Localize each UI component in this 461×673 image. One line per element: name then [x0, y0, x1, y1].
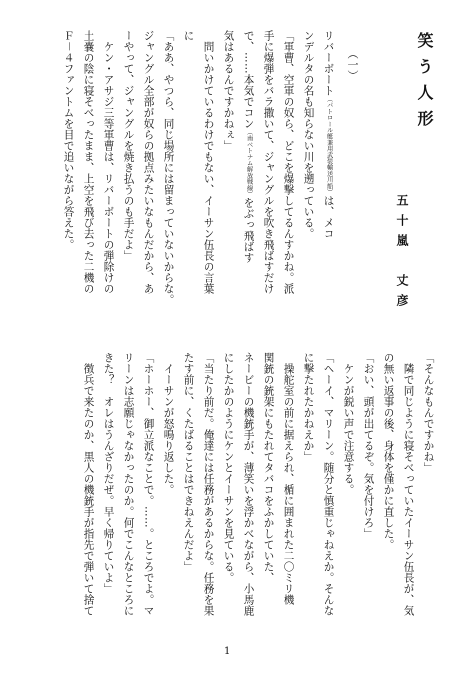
text-column: 徴兵で来たのか、黒人の機銃手が指先で弾いて捨て: [82, 352, 95, 616]
text-column: の無い返事の後、身体を僅かに直した。: [382, 352, 395, 550]
text-column: ーやって、ジャングルを焼き払うのも手だよ」: [122, 30, 135, 261]
text-column: ケンが鋭い声で注意する。: [342, 352, 355, 495]
page-number: 1: [224, 646, 231, 657]
text-column: 「そんなもんですかね」: [422, 352, 435, 473]
text-column: ジャングル全部が奴らの拠点みたいなもんだから、あ: [142, 30, 155, 294]
text-column: 問いかけているわけでもない、イーサン伍長の言葉: [202, 30, 215, 294]
text-column: 隣で同じように寝そべっていたイーサン伍長が、気: [402, 352, 415, 616]
text-column: 手に爆弾をバラ撒いて、ジャングルを吹き飛ばすだけ: [262, 30, 275, 294]
text-column: たす前に、くたばることはできねえんだよ」: [182, 352, 195, 572]
text-column: リバーボート（パトロール艇兼用武装輸送川船）は、メコ: [322, 30, 335, 240]
text-column: で、……本気でコン（南ベトナム解放戦線）をぶっ飛ばす: [242, 30, 255, 264]
text-column: に: [182, 30, 195, 41]
author-name: 五十嵐 丈彦: [395, 194, 409, 314]
text-column: 「当たり前だ。俺達には任務があるからな。任務を果: [202, 352, 215, 616]
text-column: リーンは志願じゃなかったのか。何でこんなところに: [122, 352, 135, 616]
text-column: きた？ オレはうんざりだぜ。早く帰りていよ」: [102, 352, 115, 594]
text-column: Ｆ－４ファントムを目で追いながら答えた。: [62, 30, 75, 250]
text-column: 関銃の銃架にもたれてタバコをふかしていた、: [262, 352, 275, 583]
text-column: に撃たれたかねえか」: [302, 352, 315, 462]
text-column: 「おい、頭が出てるぞ。気を付けろ」: [362, 352, 375, 539]
text-column: ケン・アサジ三等軍曹は、リバーボートの弾除けの: [102, 30, 115, 294]
text-column: 「軍曹、空軍の奴ら、どこを爆撃してるんすかね。派: [282, 30, 295, 294]
chapter-heading: （一）: [346, 48, 359, 81]
text-column: 操舵室の前に据えられ、楯に囲まれた二〇ミリ機: [282, 352, 295, 605]
text-column: にしたかのようにケンとイーサンを見ている。: [222, 352, 235, 583]
text-column: イーサンが怒鳴り返した。: [162, 352, 175, 495]
text-column: ネービーの機銃手が、薄笑いを浮かべながら、小馬鹿: [242, 352, 255, 616]
text-column: 「ホーホー、御立派なことで。……。ところでよ。マ: [142, 352, 155, 616]
text-column: ンデルタの名も知らない川を遡っている。: [302, 30, 315, 239]
text-column: 「ヘーイ、マリーン。随分と慎重じゃねえか。そんな: [322, 352, 335, 616]
text-column: 気はあるんですかねぇ」: [222, 30, 235, 151]
text-column: 土嚢の陰に寝そべったまま、上空を飛び去った二機の: [82, 30, 95, 294]
story-title: 笑う人形: [415, 32, 434, 136]
text-column: 「ああ、やつら、同じ場所には留まっていないからな。: [162, 30, 175, 305]
